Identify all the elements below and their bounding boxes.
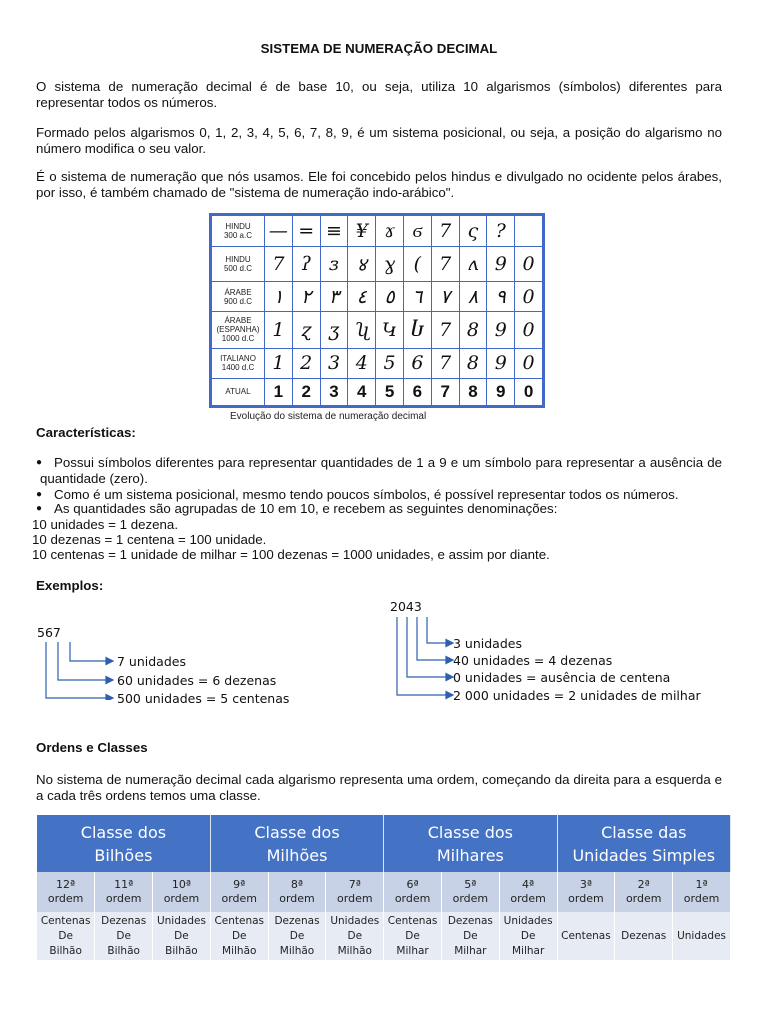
numeral-glyph: 3 — [320, 378, 348, 405]
numeral-glyph: ¥ — [348, 216, 376, 247]
order-cell: 8ª ordem — [268, 872, 326, 912]
example-2043-item: 0 unidades = ausência de centena — [453, 670, 671, 685]
numeral-glyph: ɜ — [320, 247, 348, 282]
order-name-cell: Dezenas De Bilhão — [95, 912, 153, 960]
example-567-item: 60 unidades = 6 dezenas — [117, 673, 277, 688]
numeral-glyph: 9 — [487, 247, 515, 282]
numeral-row-label: ÁRABE (ESPANHA) 1000 d.C — [212, 312, 265, 348]
numeral-glyph: 0 — [515, 378, 543, 405]
page-title: SISTEMA DE NUMERAÇÃO DECIMAL — [260, 41, 498, 56]
numeral-glyph: ١ — [265, 282, 293, 312]
numeral-glyph: 0 — [515, 247, 543, 282]
numeral-glyph: 7 — [431, 247, 459, 282]
order-name-cell: Centenas De Bilhão — [37, 912, 95, 960]
order-cell: 11ª ordem — [95, 872, 153, 912]
order-cell: 5ª ordem — [441, 872, 499, 912]
numeral-glyph: ɤ — [376, 216, 404, 247]
numeral-row — [212, 378, 543, 405]
numeral-glyph: ɣ — [376, 247, 404, 282]
numeral-glyph: 8 — [459, 348, 487, 378]
example-2043-brackets — [390, 615, 460, 700]
example-2043-item: 2 000 unidades = 2 unidades de milhar — [453, 688, 701, 703]
order-cell: 10ª ordem — [153, 872, 211, 912]
numeral-row — [212, 312, 543, 348]
orders-classes-table — [37, 815, 731, 960]
numeral-glyph: ? — [487, 216, 515, 247]
exemplos-heading: Exemplos: — [36, 578, 104, 593]
numeral-glyph: ٥ — [376, 282, 404, 312]
numeral-glyph: ϭ — [403, 216, 431, 247]
numeral-glyph: 9 — [487, 312, 515, 348]
example-2043-item: 40 unidades = 4 dezenas — [453, 653, 613, 668]
numeral-glyph: 4 — [348, 348, 376, 378]
numeral-glyph: Կ — [376, 312, 404, 348]
numeral-glyph: 7 — [431, 348, 459, 378]
numeral-row — [212, 282, 543, 312]
paragraph-base-10: O sistema de numeração decimal é de base 10, ou seja, utiliza 10 algarismos (símbolos) diferentes para representar todos os números. — [36, 79, 722, 110]
numeral-glyph: ٧ — [431, 282, 459, 312]
numeral-row — [212, 348, 543, 378]
numeral-glyph — [515, 216, 543, 247]
numeral-glyph: 7 — [431, 216, 459, 247]
numeral-glyph: 2 — [292, 348, 320, 378]
example-567-item: 7 unidades — [117, 654, 186, 669]
order-cell: 4ª ordem — [499, 872, 557, 912]
denomination-line: 10 unidades = 1 dezena. — [32, 517, 179, 532]
numeral-glyph: ʒ — [320, 312, 348, 348]
numeral-glyph: Ⴑ — [403, 312, 431, 348]
numeral-row-label: ATUAL — [212, 378, 265, 405]
numeral-glyph: 7 — [431, 378, 459, 405]
numeral-glyph: ( — [403, 247, 431, 282]
bullet-item: ● Como é um sistema posicional, mesmo tendo poucos símbolos, é possível representar todos os números. — [36, 487, 679, 502]
numeral-glyph: 5 — [376, 378, 404, 405]
bullet-icon: ● — [36, 457, 43, 468]
example-2043-item: 3 unidades — [453, 636, 522, 651]
numeral-row — [212, 216, 543, 247]
numeral-glyph: 0 — [515, 348, 543, 378]
order-cell: 3ª ordem — [557, 872, 615, 912]
numeral-row-label: ÁRABE 900 d.C — [212, 282, 265, 312]
numeral-row-label: HINDU 500 d.C — [212, 247, 265, 282]
order-cell: 2ª ordem — [615, 872, 673, 912]
order-name-cell: Centenas — [557, 912, 615, 960]
numeral-glyph: ٦ — [403, 282, 431, 312]
order-cell: 9ª ordem — [210, 872, 268, 912]
numeral-glyph: ≡ — [320, 216, 348, 247]
denomination-line: 10 dezenas = 1 centena = 100 unidade. — [32, 532, 267, 547]
class-header: Classe dos Milhões — [210, 815, 383, 872]
bullet-item: ● Possui símbolos diferentes para representar quantidades de 1 a 9 e um símbolo para representar a ausência de quantidade (zero). — [36, 455, 722, 486]
numeral-glyph: 6 — [403, 348, 431, 378]
order-name-cell: Unidades De Milhão — [326, 912, 384, 960]
numeral-glyph: ४ — [348, 247, 376, 282]
order-name-cell: Unidades De Bilhão — [153, 912, 211, 960]
numeral-glyph: 2 — [292, 378, 320, 405]
numeral-glyph: 7 — [265, 247, 293, 282]
order-name-cell: Dezenas De Milhão — [268, 912, 326, 960]
table-caption: Evolução do sistema de numeração decimal — [230, 411, 427, 422]
numeral-glyph: 5 — [376, 348, 404, 378]
numeral-glyph: ʯ — [348, 312, 376, 348]
numeral-glyph: 1 — [265, 312, 293, 348]
numeral-glyph: ς — [459, 216, 487, 247]
order-cell: 1ª ordem — [673, 872, 731, 912]
numeral-glyph: 9 — [487, 348, 515, 378]
numeral-glyph: 6 — [403, 378, 431, 405]
numeral-glyph: = — [292, 216, 320, 247]
numeral-evolution-table — [209, 213, 545, 408]
order-cell: 7ª ordem — [326, 872, 384, 912]
caracteristicas-heading: Características: — [36, 425, 136, 440]
numeral-glyph: 8 — [459, 378, 487, 405]
example-567-item: 500 unidades = 5 centenas — [117, 691, 290, 706]
numeral-glyph: ٨ — [459, 282, 487, 312]
paragraph-algarismos: Formado pelos algarismos 0, 1, 2, 3, 4, 5, 6, 7, 8, 9, é um sistema posicional, ou seja, a posição do algarismo no número modifica o seu valor. — [36, 125, 722, 156]
class-header: Classe das Unidades Simples — [557, 815, 730, 872]
numeral-glyph: ʔ — [292, 247, 320, 282]
ordens-heading: Ordens e Classes — [36, 740, 148, 755]
denomination-line: 10 centenas = 1 unidade de milhar = 100 dezenas = 1000 unidades, e assim por diante. — [32, 547, 550, 562]
numeral-glyph: 8 — [459, 312, 487, 348]
class-header: Classe dos Bilhões — [37, 815, 210, 872]
numeral-glyph: 0 — [515, 282, 543, 312]
numeral-row — [212, 247, 543, 282]
example-number-2043: 2043 — [390, 599, 422, 614]
order-cell: 6ª ordem — [384, 872, 442, 912]
order-name-cell: Unidades De Milhar — [499, 912, 557, 960]
order-name-cell: Centenas De Milhar — [384, 912, 442, 960]
order-cell: 12ª ordem — [37, 872, 95, 912]
numeral-glyph: ٣ — [320, 282, 348, 312]
bullet-icon: ● — [36, 503, 43, 514]
numeral-glyph: 9 — [487, 378, 515, 405]
numeral-glyph: 0 — [515, 312, 543, 348]
numeral-row-label: HINDU 300 a.C — [212, 216, 265, 247]
paragraph-indo-arabico: É o sistema de numeração que nós usamos. Ele foi concebido pelos hindus e divulgado no ocidente pelos árabes, por isso, é também chamado de "sistema de numeração indo-arábico". — [36, 169, 722, 200]
numeral-glyph: 3 — [320, 348, 348, 378]
paragraph-ordens: No sistema de numeração decimal cada algarismo representa uma ordem, começando da direita para a esquerda e a cada três ordens temos uma classe. — [36, 772, 722, 803]
order-name-cell: Dezenas — [615, 912, 673, 960]
numeral-glyph: ʌ — [459, 247, 487, 282]
numeral-glyph: 4 — [348, 378, 376, 405]
order-name-cell: Dezenas De Milhar — [441, 912, 499, 960]
numeral-row-label: ITALIANO 1400 d.C — [212, 348, 265, 378]
numeral-glyph: 1 — [265, 378, 293, 405]
numeral-glyph: — — [265, 216, 293, 247]
example-number-567: 567 — [37, 625, 61, 640]
numeral-glyph: ٤ — [348, 282, 376, 312]
class-header: Classe dos Milhares — [384, 815, 557, 872]
numeral-glyph: ɀ — [292, 312, 320, 348]
numeral-glyph: 7 — [431, 312, 459, 348]
numeral-glyph: ٢ — [292, 282, 320, 312]
bullet-icon: ● — [36, 489, 43, 500]
example-567-brackets — [38, 640, 118, 700]
order-name-cell: Centenas De Milhão — [210, 912, 268, 960]
numeral-glyph: 1 — [265, 348, 293, 378]
order-name-cell: Unidades — [673, 912, 731, 960]
bullet-item: ● As quantidades são agrupadas de 10 em 10, e recebem as seguintes denominações: — [36, 501, 558, 516]
numeral-glyph: ٩ — [487, 282, 515, 312]
